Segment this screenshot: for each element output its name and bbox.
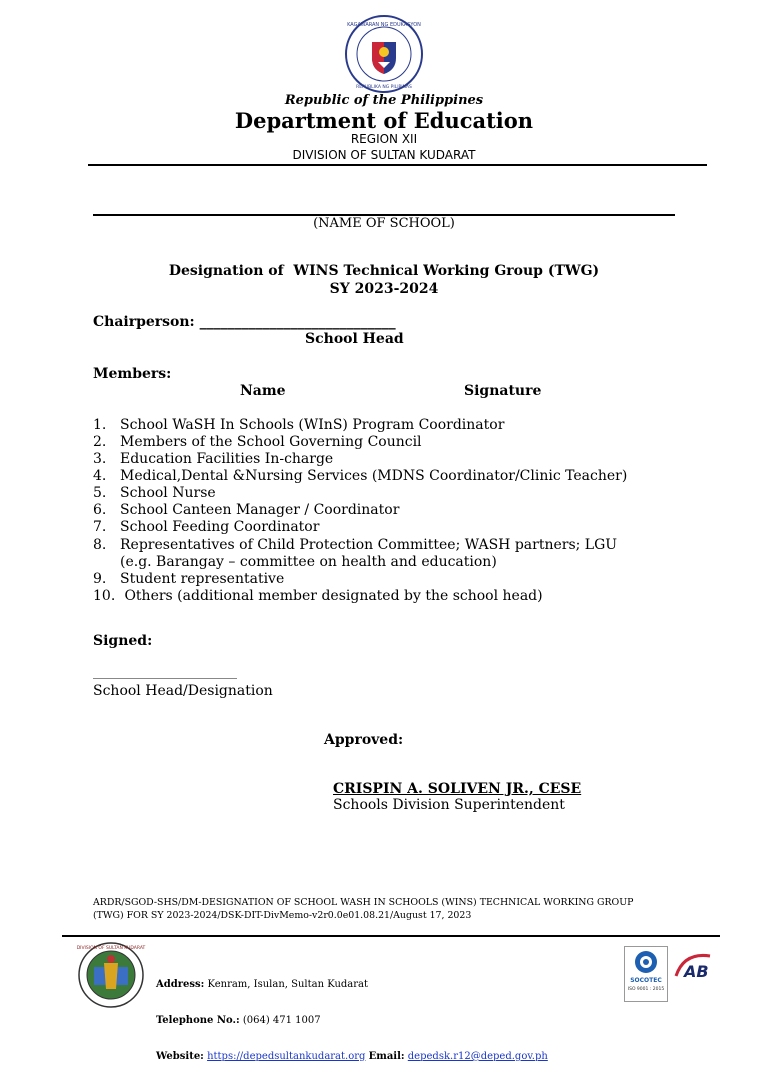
approver-name: CRISPIN A. SOLIVEN JR., CESE <box>333 781 582 797</box>
list-item: 10. Others (additional member designated by the school head) <box>93 588 543 604</box>
list-item: 1. School WaSH In Schools (WInS) Program Coordinator <box>93 417 505 433</box>
website-link[interactable]: https://depedsultankudarat.org <box>207 1051 366 1062</box>
address-row: Address: Kenram, Isulan, Sultan Kudarat <box>156 979 369 990</box>
document-reference: ARDR/SGOD-SHS/DM-DESIGNATION OF SCHOOL WASH IN SCHOOLS (WINS) TECHNICAL WORKING GROUP (TWG) FOR SY 2023-2024/DSK-DIT-DivMemo-v2r0.0e01.08.21/August 17, 2023 <box>93 897 634 921</box>
approved-label: Approved: <box>324 732 404 748</box>
signed-blank: ________________________ <box>93 665 237 679</box>
svg-text:DIVISION OF SULTAN KUDARAT: DIVISION OF SULTAN KUDARAT <box>76 946 146 951</box>
footer-contact <box>156 955 548 1075</box>
republic-line: Republic of the Philippines <box>284 93 484 108</box>
division-line: DIVISION OF SULTAN KUDARAT <box>292 148 476 162</box>
list-item: 3. Education Facilities In-charge <box>93 451 334 467</box>
department-title: Department of Education <box>234 108 534 133</box>
telephone-row: Telephone No.: (064) 471 1007 <box>156 1015 321 1026</box>
signed-label: Signed: <box>93 633 153 649</box>
chairperson-line <box>93 314 396 330</box>
members-label: Members: <box>93 366 172 382</box>
list-item: 9. Student representative <box>93 571 285 587</box>
school-name-label: (NAME OF SCHOOL) <box>313 216 455 231</box>
list-item: 4. Medical,Dental &Nursing Services (MDNS Coordinator/Clinic Teacher) <box>93 468 628 484</box>
school-head-designation: School Head/Designation <box>93 683 273 699</box>
header-divider <box>88 164 707 166</box>
chairperson-blank: ____________________________ <box>199 314 396 330</box>
svg-text:REPUBLIKA NG PILIPINAS: REPUBLIKA NG PILIPINAS <box>356 85 412 90</box>
school-year: SY 2023-2024 <box>329 281 439 297</box>
document-title: Designation of WINS Technical Working Group (TWG) <box>168 263 600 279</box>
list-item: 2. Members of the School Governing Council <box>93 434 422 450</box>
chairperson-label: Chairperson: <box>93 314 200 330</box>
svg-text:KAGAWARAN NG EDUKASYON: KAGAWARAN NG EDUKASYON <box>347 22 421 28</box>
division-seal <box>74 941 148 1009</box>
chairperson-role: School Head <box>305 331 404 347</box>
column-signature: Signature <box>464 383 542 399</box>
approver-title: Schools Division Superintendent <box>333 797 565 813</box>
list-item: 6. School Canteen Manager / Coordinator <box>93 502 400 518</box>
footer-divider <box>62 935 720 937</box>
socotec-logo: SOCOTEC ISO 9001 : 2015 <box>624 946 668 1002</box>
list-item: 5. School Nurse <box>93 485 216 501</box>
deped-seal <box>344 14 424 94</box>
website-row: Website: https://depedsultankudarat.org Email: depedsk.r12@deped.gov.ph <box>156 1051 548 1062</box>
list-item: (e.g. Barangay – committee on health and education) <box>120 554 497 570</box>
email-link[interactable]: depedsk.r12@deped.gov.ph <box>407 1051 548 1062</box>
column-name: Name <box>240 383 286 399</box>
list-item: 8. Representatives of Child Protection Committee; WASH partners; LGU <box>93 537 618 553</box>
list-item: 7. School Feeding Coordinator <box>93 519 320 535</box>
region-line: REGION XII <box>350 132 418 146</box>
ab-accreditation-logo: AB <box>670 946 720 1000</box>
